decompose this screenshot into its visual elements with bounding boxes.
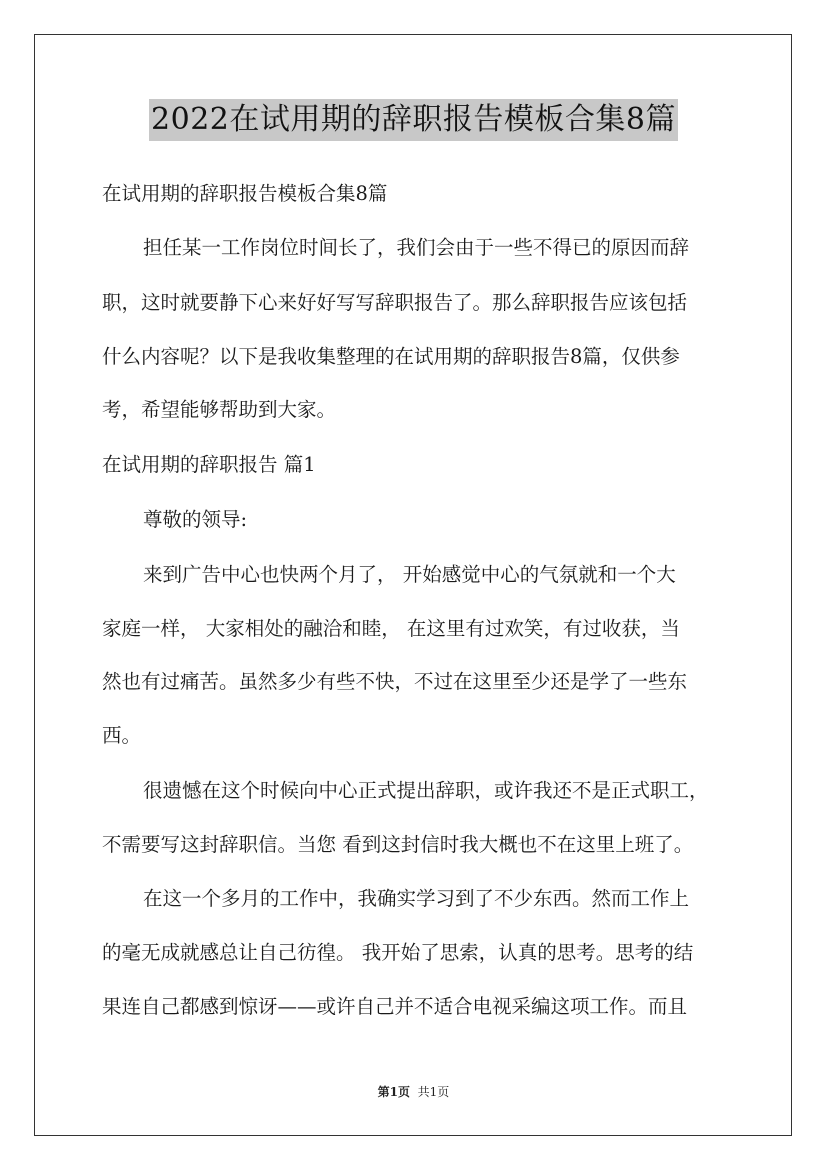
para2-line-1: 很遗憾在这个时候向中心正式提出辞职，或许我还不是正式职工，: [143, 779, 709, 802]
para1-line-2: 家庭一样， 大家相处的融洽和睦， 在这里有过欢笑，有过收获，当: [102, 617, 680, 640]
para2-line-2: 不需要写这封辞职信。当您 看到这封信时我大概也不在这里上班了。: [102, 833, 694, 856]
para3-line-2: 的毫无成就感总让自己彷徨。 我开始了思索，认真的思考。思考的结: [102, 941, 694, 964]
salutation: 尊敬的领导:: [143, 508, 248, 531]
document-subtitle: 在试用期的辞职报告模板合集8篇: [102, 182, 388, 205]
para3-line-1: 在这一个多月的工作中，我确实学习到了不少东西。然而工作上: [143, 887, 690, 910]
intro-line-3: 什么内容呢？以下是我收集整理的在试用期的辞职报告8篇，仅供参: [102, 345, 680, 368]
section-heading: 在试用期的辞职报告 篇1: [102, 453, 316, 476]
intro-line-4: 考，希望能够帮助到大家。: [102, 398, 337, 421]
document-title: 2022在试用期的辞职报告模板合集8篇: [149, 99, 678, 141]
para1-line-3: 然也有过痛苦。虽然多少有些不快，不过在这里至少还是学了一些东: [102, 670, 688, 693]
page-total: 共1页: [417, 1085, 450, 1099]
page-footer: [0, 1084, 827, 1100]
para1-line-1: 来到广告中心也快两个月了， 开始感觉中心的气氛就和一个大: [143, 563, 676, 586]
title-container: [0, 99, 827, 141]
intro-line-2: 职，这时就要静下心来好好写写辞职报告了。那么辞职报告应该包括: [102, 291, 688, 314]
intro-line-1: 担任某一工作岗位时间长了，我们会由于一些不得已的原因而辞: [143, 236, 690, 259]
para1-line-4: 西。: [102, 724, 142, 747]
para3-line-3: 果连自己都感到惊讶——或许自己并不适合电视采编这项工作。而且: [102, 995, 688, 1018]
page-number: 第1页: [377, 1085, 411, 1099]
